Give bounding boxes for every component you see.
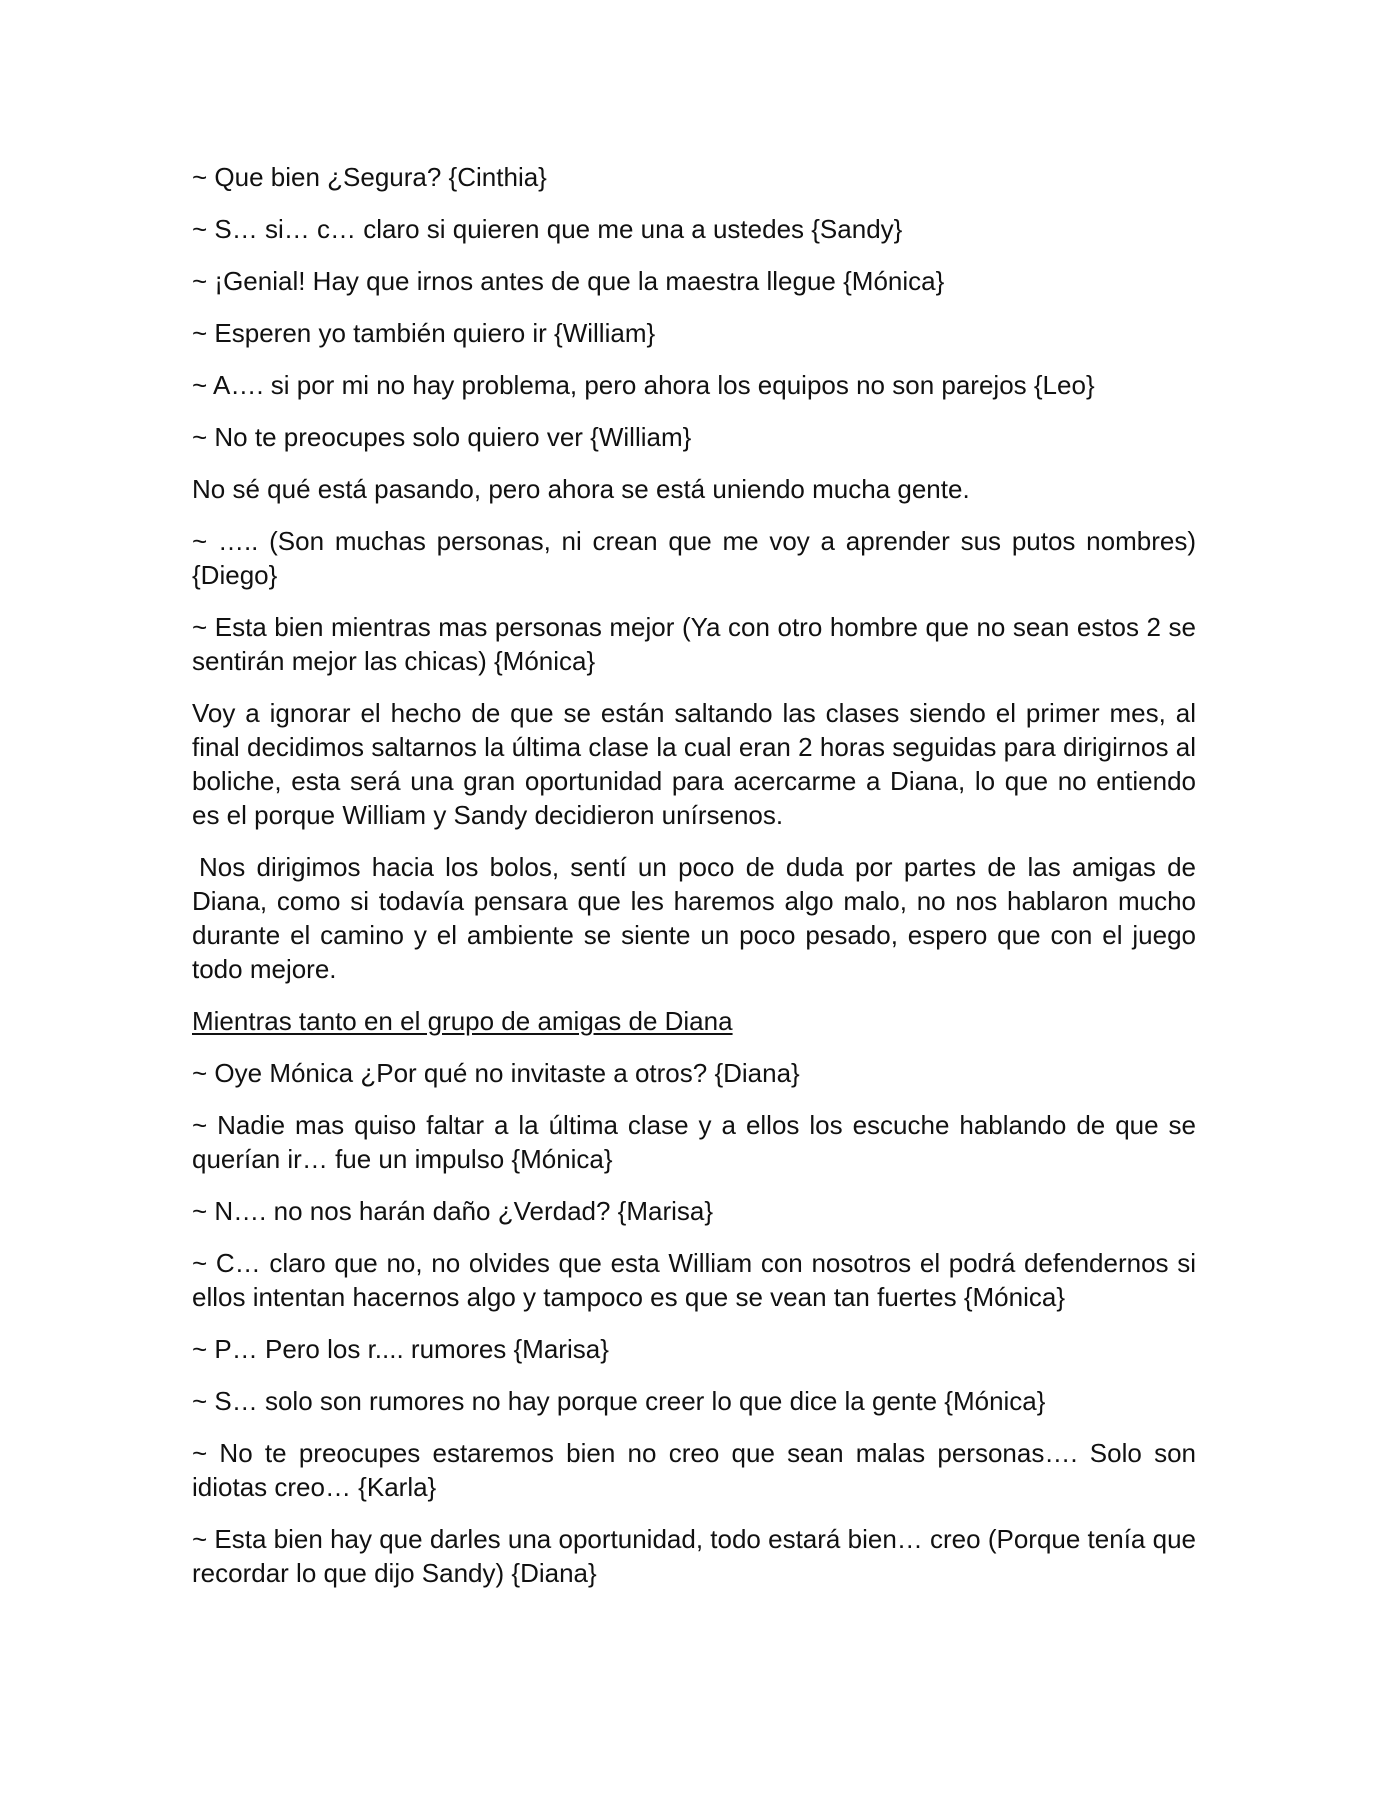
dialogue-line: ~ No te preocupes estaremos bien no creo que sean malas personas…. Solo son idiotas creo… {Karla} — [192, 1438, 1196, 1502]
narration-paragraph: No sé qué está pasando, pero ahora se está uniendo mucha gente. — [192, 474, 970, 504]
dialogue-line: ~ C… claro que no, no olvides que esta William con nosotros el podrá defendernos si ellos intentan hacernos algo y tampoco es que se vean tan fuertes {Mónica} — [192, 1248, 1196, 1312]
dialogue-line: ~ Nadie mas quiso faltar a la última clase y a ellos los escuche hablando de que se querían ir… fue un impulso {Mónica} — [192, 1110, 1196, 1174]
dialogue-line: ~ Oye Mónica ¿Por qué no invitaste a otros? {Diana} — [192, 1058, 800, 1088]
section-heading-text: Mientras tanto en el grupo de amigas de Diana — [192, 1006, 733, 1036]
narration-paragraph: Nos dirigimos hacia los bolos, sentí un poco de duda por partes de las amigas de Diana, como si todavía pensara que les haremos algo malo, no nos hablaron mucho durante el camino y el ambiente se siente un poco pesado, espero que con el juego todo mejore. — [192, 852, 1196, 984]
section-heading — [192, 1004, 1196, 1038]
narration-paragraph: Voy a ignorar el hecho de que se están saltando las clases siendo el primer mes, al final decidimos saltarnos la última clase la cual eran 2 horas seguidas para dirigirnos al boliche, esta será una gran oportunidad para acercarme a Diana, lo que no entiendo es el porque William y Sandy decidieron unírsenos. — [192, 698, 1196, 830]
dialogue-line: ~ N…. no nos harán daño ¿Verdad? {Marisa} — [192, 1196, 714, 1226]
dialogue-line: ~ ….. (Son muchas personas, ni crean que me voy a aprender sus putos nombres) {Diego} — [192, 526, 1196, 590]
document-body — [192, 160, 1196, 1608]
dialogue-line: ~ Esta bien hay que darles una oportunidad, todo estará bien… creo (Porque tenía que recordar lo que dijo Sandy) {Diana} — [192, 1524, 1196, 1588]
dialogue-line: ~ P… Pero los r.... rumores {Marisa} — [192, 1334, 609, 1364]
dialogue-line: ~ S… si… c… claro si quieren que me una a ustedes {Sandy} — [192, 214, 903, 244]
dialogue-line: ~ A…. si por mi no hay problema, pero ahora los equipos no son parejos {Leo} — [192, 370, 1095, 400]
dialogue-line: ~ Que bien ¿Segura? {Cinthia} — [192, 162, 547, 192]
dialogue-line: ~ ¡Genial! Hay que irnos antes de que la maestra llegue {Mónica} — [192, 266, 945, 296]
dialogue-line: ~ Esta bien mientras mas personas mejor (Ya con otro hombre que no sean estos 2 se sentirán mejor las chicas) {Mónica} — [192, 612, 1196, 676]
dialogue-line: ~ Esperen yo también quiero ir {William} — [192, 318, 656, 348]
dialogue-line: ~ S… solo son rumores no hay porque creer lo que dice la gente {Mónica} — [192, 1386, 1046, 1416]
dialogue-line: ~ No te preocupes solo quiero ver {William} — [192, 422, 692, 452]
